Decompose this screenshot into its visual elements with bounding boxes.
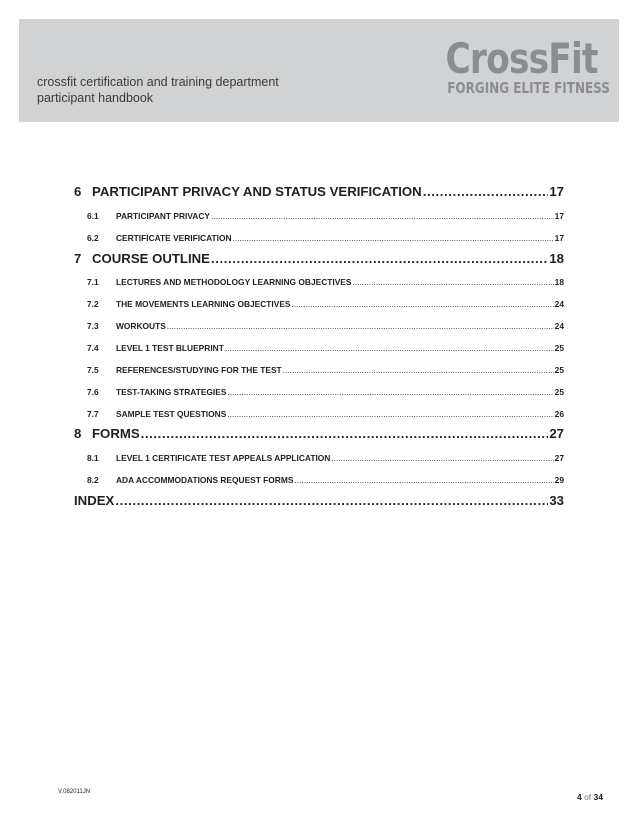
toc-entry-6[interactable] — [74, 184, 564, 199]
page-number — [577, 792, 603, 802]
toc-entry-7[interactable] — [74, 251, 564, 266]
logo-tagline: FORGING ELITE FITNESS — [447, 79, 610, 97]
toc-entry-6-1[interactable] — [74, 211, 564, 221]
toc-leader — [294, 475, 553, 485]
toc-page: 24 — [554, 299, 564, 309]
toc-leader — [423, 184, 549, 199]
header-document-title: participant handbook — [37, 91, 154, 105]
toc-number: 6.2 — [87, 233, 99, 243]
logo-wordmark: CrossFit — [445, 34, 598, 83]
toc-page: 18 — [554, 277, 564, 287]
toc-leader — [167, 321, 554, 331]
toc-number: 7.4 — [87, 343, 99, 353]
toc-entry-7-1[interactable] — [74, 277, 564, 287]
toc-title: REFERENCES/STUDYING FOR THE TEST — [116, 365, 282, 375]
toc-leader — [283, 365, 554, 375]
toc-number: 6 — [74, 184, 82, 199]
toc-entry-6-2[interactable] — [74, 233, 564, 243]
toc-page: 27 — [554, 453, 564, 463]
page-current: 4 — [576, 792, 582, 802]
toc-leader — [233, 233, 554, 243]
toc-leader — [292, 299, 554, 309]
toc-leader — [331, 453, 553, 463]
toc-leader — [141, 426, 549, 441]
toc-title: INDEX — [74, 493, 115, 508]
toc-page: 24 — [554, 321, 564, 331]
toc-title: TEST-TAKING STRATEGIES — [116, 387, 227, 397]
toc-entry-8-2[interactable] — [74, 475, 564, 485]
toc-page: 25 — [554, 343, 564, 353]
toc-page: 26 — [554, 409, 564, 419]
toc-number: 7 — [74, 251, 82, 266]
toc-entry-7-5[interactable] — [74, 365, 564, 375]
toc-page: 33 — [549, 493, 564, 508]
toc-leader — [352, 277, 553, 287]
toc-title: FORMS — [92, 426, 140, 441]
page-total: 34 — [593, 792, 603, 802]
toc-title: PARTICIPANT PRIVACY AND STATUS VERIFICATION — [92, 184, 422, 199]
toc-title: SAMPLE TEST QUESTIONS — [116, 409, 227, 419]
toc-leader — [227, 387, 553, 397]
toc-title: CERTIFICATE VERIFICATION — [116, 233, 232, 243]
crossfit-logo — [430, 34, 610, 97]
toc-page: 17 — [554, 211, 564, 221]
toc-number: 7.5 — [87, 365, 99, 375]
toc-page: 17 — [554, 233, 564, 243]
toc-title: ADA ACCOMMODATIONS REQUEST FORMS — [116, 475, 294, 485]
header-department: crossfit certification and training department — [37, 75, 279, 89]
toc-entry-7-2[interactable] — [74, 299, 564, 309]
page-header — [19, 19, 619, 122]
toc-leader — [225, 343, 554, 353]
toc-number: 7.3 — [87, 321, 99, 331]
header-text — [37, 74, 279, 106]
toc-leader — [227, 409, 553, 419]
toc-entry-7-6[interactable] — [74, 387, 564, 397]
toc-page: 29 — [554, 475, 564, 485]
toc-number: 6.1 — [87, 211, 99, 221]
toc-leader — [211, 251, 548, 266]
page-of: of — [584, 792, 592, 802]
toc-page: 18 — [549, 251, 564, 266]
toc-leader — [211, 211, 554, 221]
toc-title: LEVEL 1 TEST BLUEPRINT — [116, 343, 224, 353]
toc-number: 8.1 — [87, 453, 99, 463]
toc-entry-7-7[interactable] — [74, 409, 564, 419]
toc-number: 7.1 — [87, 277, 99, 287]
toc-title: LEVEL 1 CERTIFICATE TEST APPEALS APPLICATION — [116, 453, 331, 463]
toc-title: LECTURES AND METHODOLOGY LEARNING OBJECTIVES — [116, 277, 352, 287]
toc-page: 17 — [549, 184, 564, 199]
toc-entry-7-4[interactable] — [74, 343, 564, 353]
toc-number: 8.2 — [87, 475, 99, 485]
toc-title: WORKOUTS — [116, 321, 166, 331]
toc-page: 25 — [554, 365, 564, 375]
toc-number: 8 — [74, 426, 82, 441]
toc-title: THE MOVEMENTS LEARNING OBJECTIVES — [116, 299, 291, 309]
toc-number: 7.2 — [87, 299, 99, 309]
toc-entry-index[interactable] — [74, 493, 564, 508]
toc-entry-8[interactable] — [74, 426, 564, 441]
toc-entry-7-3[interactable] — [74, 321, 564, 331]
toc-title: PARTICIPANT PRIVACY — [116, 211, 210, 221]
toc-page: 25 — [554, 387, 564, 397]
version-code: V.082011JN — [58, 789, 91, 795]
toc-page: 27 — [549, 426, 564, 441]
toc-title: COURSE OUTLINE — [92, 251, 210, 266]
toc-entry-8-1[interactable] — [74, 453, 564, 463]
toc-number: 7.7 — [87, 409, 99, 419]
toc-number: 7.6 — [87, 387, 99, 397]
toc-leader — [115, 493, 548, 508]
